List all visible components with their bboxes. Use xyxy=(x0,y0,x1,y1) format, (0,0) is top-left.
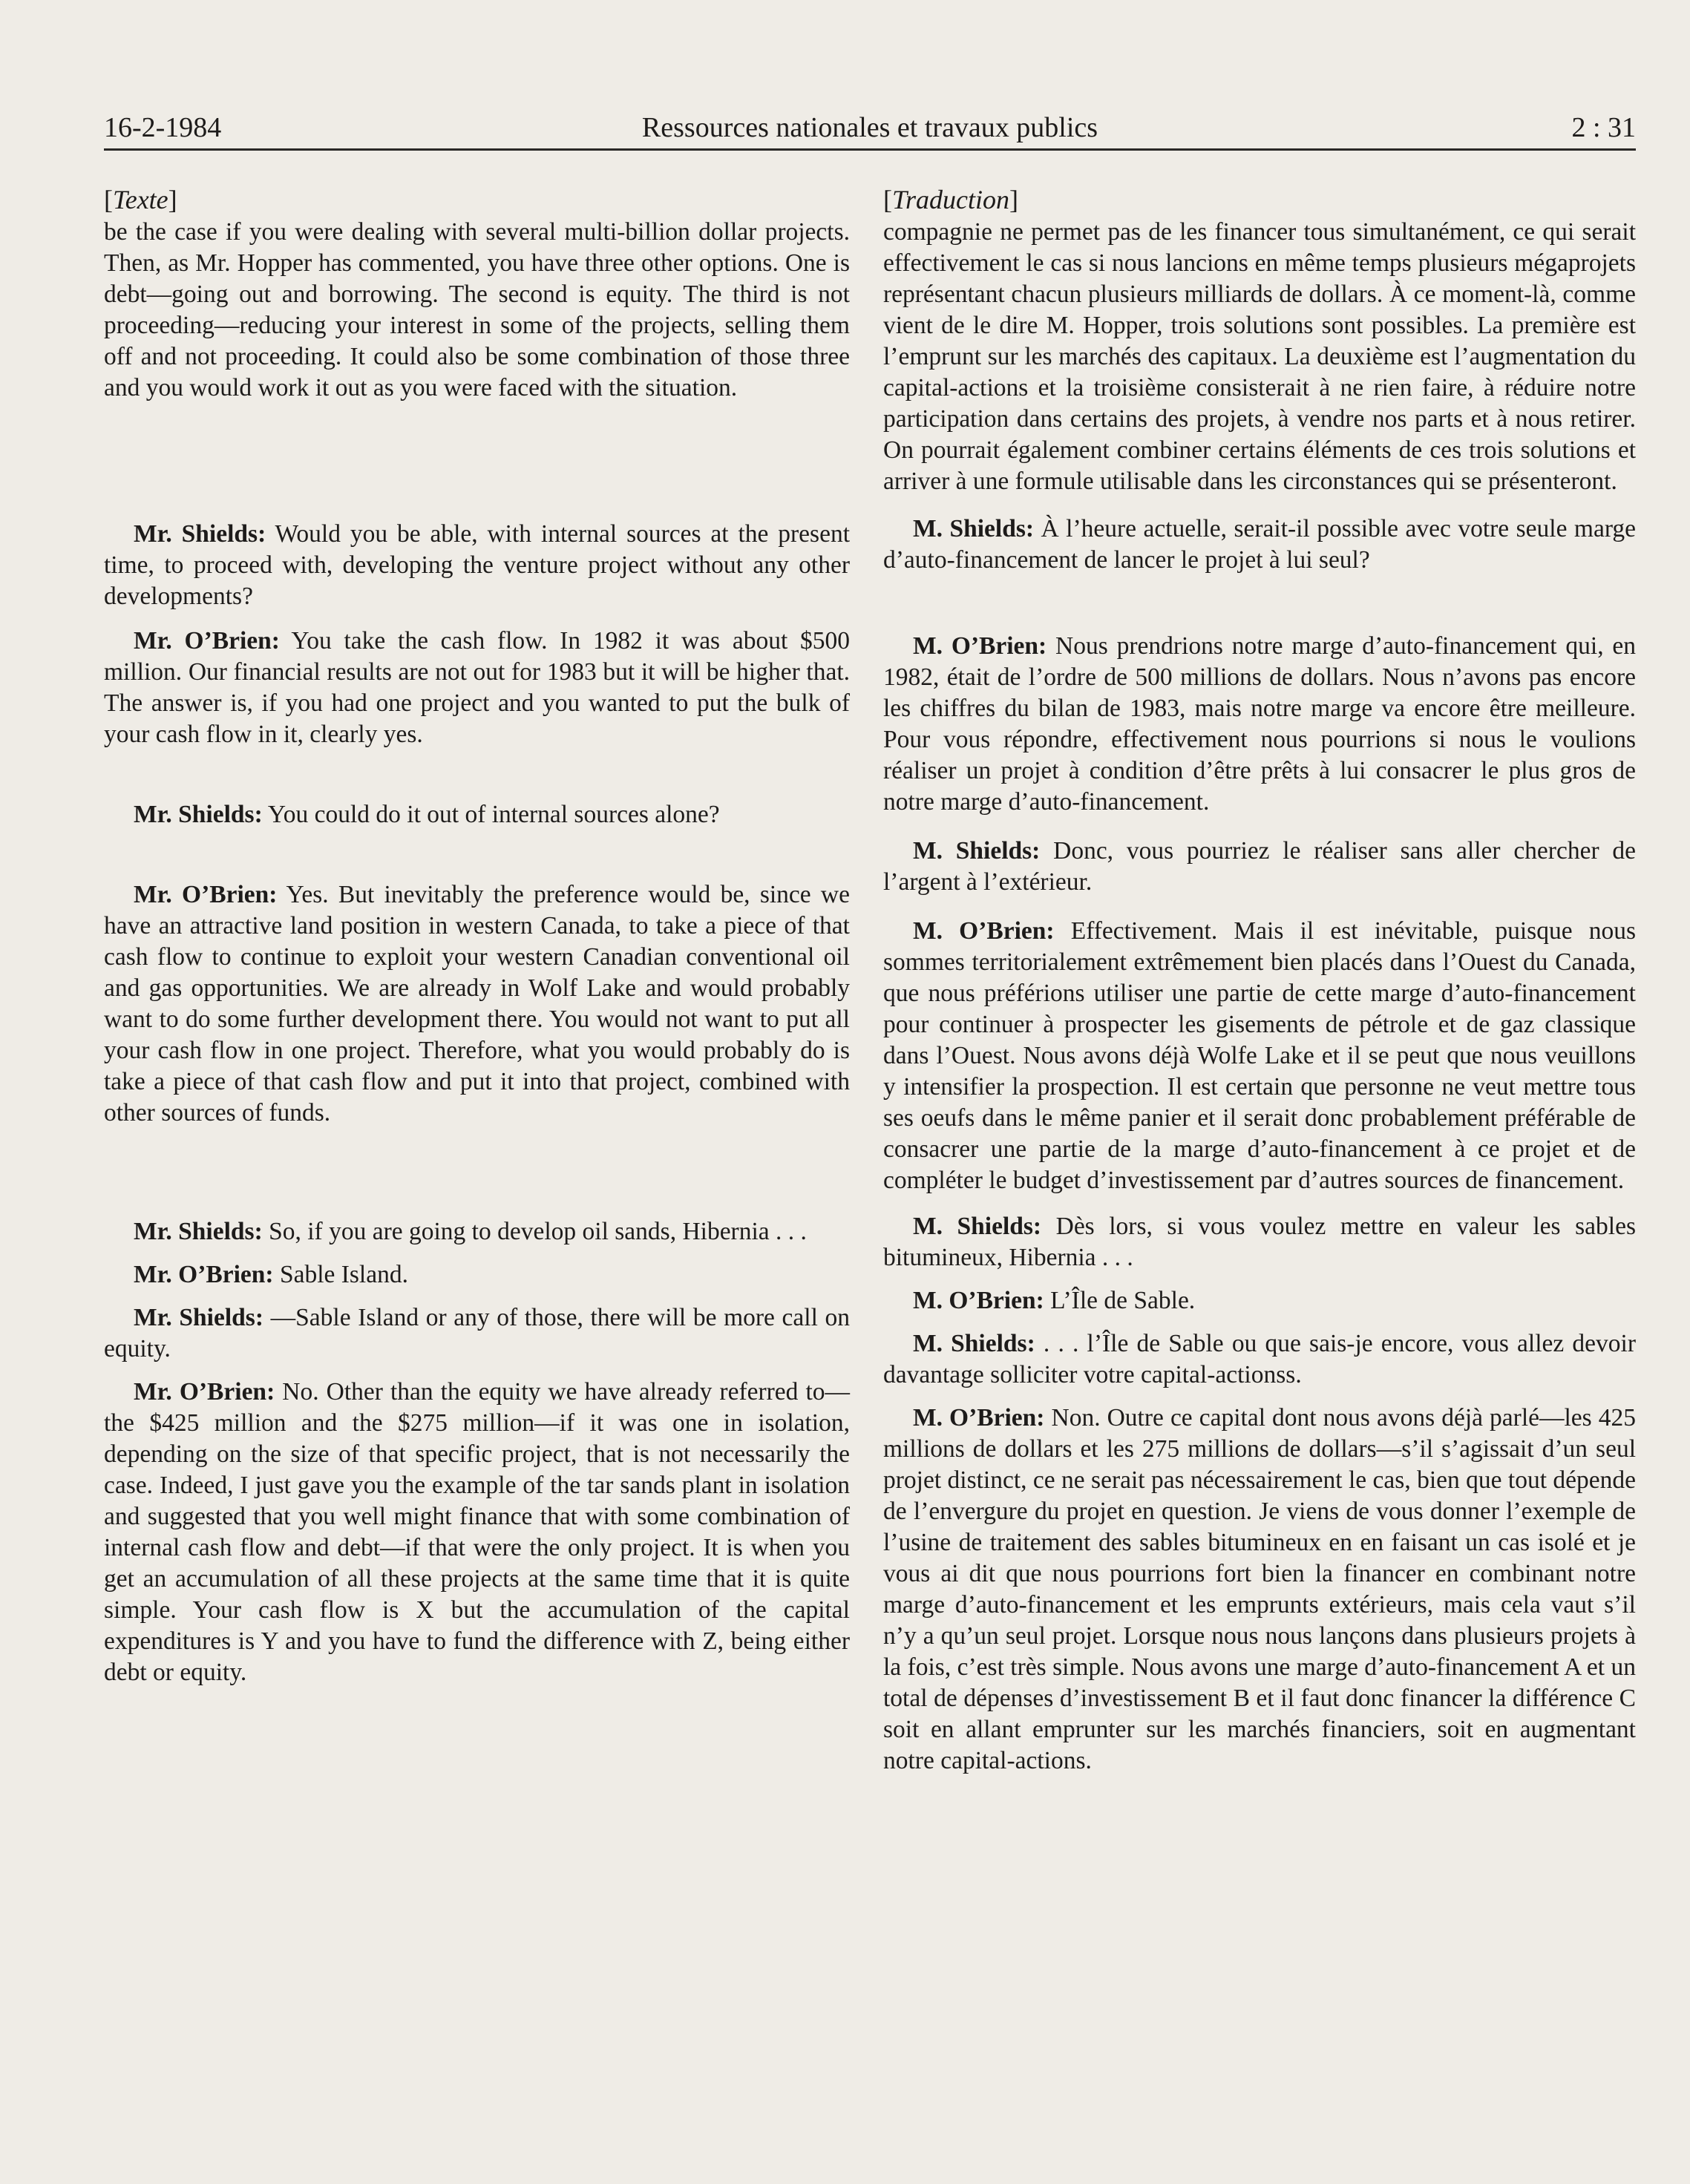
section-marker-traduction: [Traduction] xyxy=(883,185,1019,214)
speaker-turn xyxy=(883,1403,1636,1777)
header-title: Ressources nationales et travaux publics xyxy=(641,112,1098,143)
speaker-name: Mr. Shields: xyxy=(134,520,266,548)
speaker-turn xyxy=(104,879,850,1129)
speech-text: Sable Island. xyxy=(279,1261,408,1288)
paragraph-continuation xyxy=(883,217,1636,497)
speech-text: Dès lors, si vous voulez mettre en valeur les sables bitumineux, Hibernia . . . xyxy=(883,1213,1636,1271)
speaker-name: M. Shields: xyxy=(913,837,1041,865)
header-date: 16-2-1984 xyxy=(104,112,222,143)
speaker-turn xyxy=(883,1328,1636,1391)
speech-text: Effectivement. Mais il est inévitable, puisque nous sommes territorialement extrêmement bien placés dans l’Ouest du Canada, que nous préférions utiliser une partie de cette marge d’auto-financement pour continuer à prospecter les gisements de pétrole et de gaz classique dans l’Ouest. Nous avons déjà Wolfe Lake et il se peut que nous veuillons y intensifier la prospection. Il est certain que personne ne veut mettre tous ses oeufs dans le même panier et il serait donc probablement préférable de consacrer une partie de la marge d’auto-financement à ce projet et de compléter le budget d’investissement par d’autres sources de financement. xyxy=(883,917,1637,1194)
header-page-number: 2 : 31 xyxy=(1571,112,1636,143)
section-marker-texte: [Texte] xyxy=(104,185,177,214)
speech-text: . . . l’Île de Sable ou que sais-je encore, vous allez devoir davantage solliciter votre capital-actionss. xyxy=(883,1330,1636,1388)
speaker-turn xyxy=(883,1285,1636,1316)
speaker-name: M. Shields: xyxy=(913,515,1035,542)
speaker-turn xyxy=(104,1259,850,1291)
paragraph-text: be the case if you were dealing with several multi-billion dollar projects. Then, as Mr. Hopper has commented, you have three other options. One is debt—going out and borrowing. The second is equity. The third is not proceeding—reducing your interest in some of the projects, selling them off and not proceeding. It could also be some combination of those three and you would work it out as you were faced with the situation. xyxy=(104,218,850,401)
speaker-name: M. Shields: xyxy=(913,1330,1035,1357)
speech-text: You take the cash flow. In 1982 it was about $500 million. Our financial results are not out for 1983 but it will be higher that. The answer is, if you had one project and you wanted to put the bulk of your cash flow in it, clearly yes. xyxy=(104,627,850,748)
speaker-turn xyxy=(104,1302,850,1365)
speaker-turn xyxy=(104,626,850,750)
speaker-turn xyxy=(883,836,1636,898)
speaker-name: Mr. O’Brien: xyxy=(134,881,278,908)
speaker-turn xyxy=(104,519,850,612)
speaker-name: M. Shields: xyxy=(913,1213,1042,1240)
speaker-name: Mr. Shields: xyxy=(134,801,263,828)
speech-text: L’Île de Sable. xyxy=(1050,1287,1196,1314)
right-column-french xyxy=(883,184,1636,1777)
speaker-name: Mr. Shields: xyxy=(134,1218,263,1245)
page-header xyxy=(104,111,1636,151)
speaker-name: Mr. O’Brien: xyxy=(134,1261,274,1288)
speech-text: —Sable Island or any of those, there will be more call on equity. xyxy=(104,1304,851,1362)
speech-text: Would you be able, with internal sources at the present time, to proceed with, developing the venture project without any other developments? xyxy=(104,520,850,610)
speaker-name: M. O’Brien: xyxy=(913,632,1047,660)
speech-text: So, if you are going to develop oil sands, Hibernia . . . xyxy=(269,1218,807,1245)
speaker-turn xyxy=(104,1216,850,1247)
speaker-name: M. O’Brien: xyxy=(913,1404,1045,1432)
speech-text: À l’heure actuelle, serait-il possible avec votre seule marge d’auto-financement de lancer le projet à lui seul? xyxy=(883,515,1636,574)
speech-text: Nous prendrions notre marge d’auto-financement qui, en 1982, était de l’ordre de 500 millions de dollars. Nous n’avons pas encore les chiffres du bilan de 1983, mais notre marge va encore être meilleure. Pour vous répondre, effectivement nous pourrions si nous le voulions réaliser un projet à condition d’être prêts à lui consacrer le plus gros de notre marge d’auto-financement. xyxy=(883,632,1637,816)
speaker-name: Mr. O’Brien: xyxy=(134,627,280,655)
speaker-turn xyxy=(104,1377,850,1688)
speaker-turn xyxy=(104,799,850,830)
speaker-turn xyxy=(883,631,1636,818)
left-column-english xyxy=(104,184,850,1688)
speech-text: Non. Outre ce capital dont nous avons déjà parlé—les 425 millions de dollars et les 275 millions de dollars—s’il s’agissait d’un seul projet distinct, ce ne serait pas nécessairement le cas, bien que tout dépende de l’envergure du projet en question. Je viens de vous donner l’exemple de l’usine de traitement des sables bitumineux en en faisant un cas isolé et je vous ai dit que nous pourrions fort bien la financer en combinant notre marge d’auto-financement et les emprunts extérieurs, mais cela vaut s’il n’y a qu’un seul projet. Lorsque nous nous lançons dans plusieurs projets à la fois, c’est très simple. Nous avons une marge d’auto-financement A et un total de dépenses d’investissement B et il faut donc financer la différence C soit en allant emprunter sur les marchés financiers, soit en augmentant notre capital-actions. xyxy=(883,1404,1637,1774)
speech-text: Yes. But inevitably the preference would be, since we have an attractive land position in western Canada, to take a piece of that cash flow to continue to exploit your western Canadian conventional oil and gas opportunities. We are already in Wolf Lake and would probably want to do some further development there. You would not want to put all your cash flow in one project. Therefore, what you would probably do is take a piece of that cash flow and put it into that project, combined with other sources of funds. xyxy=(104,881,850,1127)
speech-text: No. Other than the equity we have already referred to—the $425 million and the $275 million—if it was one in isolation, depending on the size of that specific project, that is not necessarily the case. Indeed, I just gave you the example of the tar sands plant in isolation and suggested that you well might finance that with some combination of internal cash flow and debt—if that were the only project. It is when you get an accumulation of all these projects at the same time that it is quite simple. Your cash flow is X but the accumulation of the capital expenditures is Y and you have to fund the difference with Z, being either debt or equity. xyxy=(104,1378,850,1686)
speaker-turn xyxy=(883,916,1636,1196)
speaker-name: M. O’Brien: xyxy=(913,1287,1044,1314)
speaker-name: M. O’Brien: xyxy=(913,917,1055,945)
paragraph-continuation xyxy=(104,217,850,404)
speech-text: You could do it out of internal sources alone? xyxy=(267,801,720,828)
speaker-name: Mr. Shields: xyxy=(134,1304,263,1331)
speaker-name: Mr. O’Brien: xyxy=(134,1378,275,1406)
speaker-turn xyxy=(883,1211,1636,1273)
speaker-turn xyxy=(883,514,1636,576)
paragraph-text: compagnie ne permet pas de les financer tous simultanément, ce qui serait effectivement le cas si nous lancions en même temps plusieurs mégaprojets représentant chacun plusieurs milliards de dollars. À ce moment-là, comme vient de le dire M. Hopper, trois solutions sont possibles. La première est l’emprunt sur les marchés des capitaux. La deuxième est l’augmentation du capital-actions et la troisième consisterait à ne rien faire, à réduire notre participation dans certains des projets, à vendre nos parts et à nous retirer. On pourrait également combiner certains éléments de ces trois solutions et arriver à une formule utilisable dans les circonstances qui se présenteront. xyxy=(883,218,1636,495)
speech-text: Donc, vous pourriez le réaliser sans aller chercher de l’argent à l’extérieur. xyxy=(883,837,1636,896)
